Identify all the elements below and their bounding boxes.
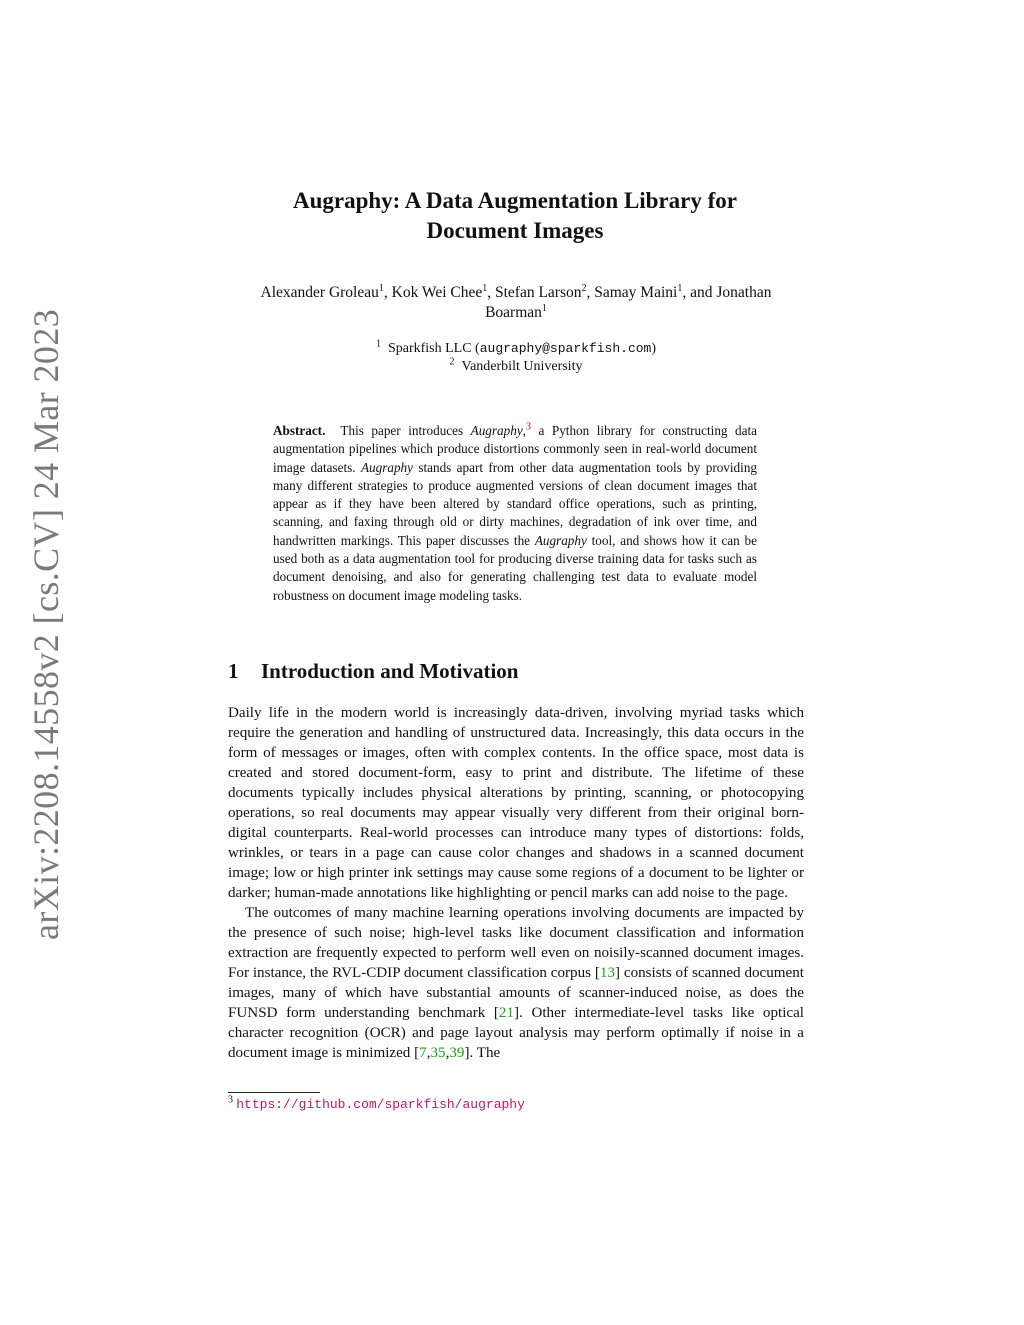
author-affiliation-mark: 1 bbox=[541, 302, 547, 314]
title-line-1: Augraphy: A Data Augmentation Library for bbox=[292, 188, 738, 213]
affiliation-number: 2 bbox=[449, 356, 455, 368]
abstract-text: tool, and shows how it can be used both as a data augmentation tool for producing diverse training data for tasks such as document denoising, and also for generating challenging test data to evaluate model robustness on document image modeling tasks. bbox=[273, 532, 757, 603]
tool-name: Augraphy bbox=[360, 459, 413, 475]
paragraph-1: Daily life in the modern world is increasingly data-driven, involving myriad tasks which require the generation and handling of unstructured data. Increasingly, this data occurs in the form of messages or images, often with complex contents. In the office space, most data is created and stored document-form, easy to print and distribute. The lifetime of these documents typically includes physical alterations by printing, scanning, or photocopying operations, so real documents may appear visually very different from their original born-digital counterparts. Real-world processes can introduce many types of distortions: folds, wrinkles, or tears in a page can cause color changes and shadows in a scanned document image; low or high printer ink settings may cause some regions of a document to be lighter or darker; human-made annotations like highlighting or pencil marks can add noise to the page. bbox=[228, 705, 804, 901]
paragraph-2 bbox=[228, 903, 804, 1063]
footnote-link[interactable]: 3 bbox=[525, 421, 531, 433]
author-affiliation-mark: 1 bbox=[482, 282, 488, 294]
paragraph-text: The outcomes of many machine learning operations involving documents are impacted by the presence of such noise; high-level tasks like document classification and information extraction are frequently expected to perform well even on noisily-scanned document images. For instance, the RVL-CDIP document classification corpus [ bbox=[228, 905, 804, 981]
abstract bbox=[273, 422, 757, 605]
section-number: 1 bbox=[228, 659, 239, 683]
author-affiliation-mark: 1 bbox=[378, 282, 384, 294]
author-affiliation-mark: 2 bbox=[581, 282, 587, 294]
paragraph-text: ]. Other intermediate-level tasks like optical character recognition (OCR) and page layout analysis may perform optimally if noise in a document image is minimized [ bbox=[228, 1005, 804, 1061]
citation-link[interactable]: 39 bbox=[449, 1045, 465, 1061]
author-separator: , bbox=[487, 284, 495, 301]
abstract-text: , bbox=[522, 423, 526, 438]
author-separator: , bbox=[586, 284, 595, 301]
author-name: Stefan Larson bbox=[494, 284, 582, 301]
section-title: Introduction and Motivation bbox=[261, 659, 519, 683]
abstract-text: This paper introduces bbox=[340, 423, 471, 438]
contact-email[interactable]: augraphy@sparkfish.com bbox=[479, 341, 652, 356]
paper-title bbox=[230, 186, 800, 246]
citation-separator: , bbox=[426, 1045, 431, 1061]
abstract-text: stands apart from other data augmentation tools by providing many different strategies to produce augmented versions of clean document images that appear as if they have been altered by standard office operations, such as printing, scanning, and faxing through old or dirty machines, degradation of ink over time, and handwritten markings. This paper discusses the bbox=[273, 459, 758, 548]
affiliation-number: 1 bbox=[375, 338, 381, 350]
affiliation-paren: ) bbox=[651, 341, 657, 356]
abstract-text: a Python library for constructing data augmentation pipelines which produce distortions commonly seen in real-world document image datasets. bbox=[273, 423, 757, 475]
author-affiliation-mark: 1 bbox=[677, 282, 683, 294]
citation-link[interactable]: 21 bbox=[498, 1005, 515, 1021]
body-text bbox=[228, 703, 804, 1063]
tool-name: Augraphy bbox=[534, 532, 587, 548]
author-separator: , bbox=[383, 284, 392, 301]
footnote bbox=[228, 1096, 525, 1112]
author-separator: , and bbox=[682, 284, 717, 301]
section-heading bbox=[228, 659, 519, 684]
affiliation-name: Vanderbilt University bbox=[461, 359, 583, 374]
abstract-label: Abstract. bbox=[273, 423, 326, 438]
footnote-url-link[interactable]: https://github.com/sparkfish/augraphy bbox=[236, 1097, 525, 1112]
author-list bbox=[228, 283, 804, 323]
citation-link[interactable]: 13 bbox=[599, 965, 615, 981]
title-line-2: Document Images bbox=[426, 218, 604, 243]
paragraph-text: ]. The bbox=[464, 1045, 501, 1061]
tool-name: Augraphy bbox=[470, 423, 523, 438]
affiliation-name: Sparkfish LLC ( bbox=[387, 341, 480, 356]
arxiv-identifier: arXiv:2208.14558v2 [cs.CV] 24 Mar 2023 bbox=[26, 308, 66, 940]
author-name: Alexander Groleau bbox=[260, 284, 379, 301]
affiliation-2 bbox=[228, 358, 804, 376]
footnote-number: 3 bbox=[228, 1094, 233, 1106]
author-name: Jonathan Boarman bbox=[485, 284, 772, 321]
citation-separator: , bbox=[445, 1045, 450, 1061]
affiliation-1 bbox=[228, 340, 804, 358]
author-name: Kok Wei Chee bbox=[391, 284, 483, 301]
affiliations bbox=[228, 340, 804, 376]
citation-link[interactable]: 7 bbox=[419, 1045, 427, 1061]
author-name: Samay Maini bbox=[594, 284, 678, 301]
footnote-rule bbox=[228, 1092, 320, 1093]
citation-link[interactable]: 35 bbox=[430, 1045, 446, 1061]
paragraph-text: ] consists of scanned document images, many of which have substantial amounts of scanner-induced noise, as does the FUNSD form understanding benchmark [ bbox=[228, 965, 804, 1021]
